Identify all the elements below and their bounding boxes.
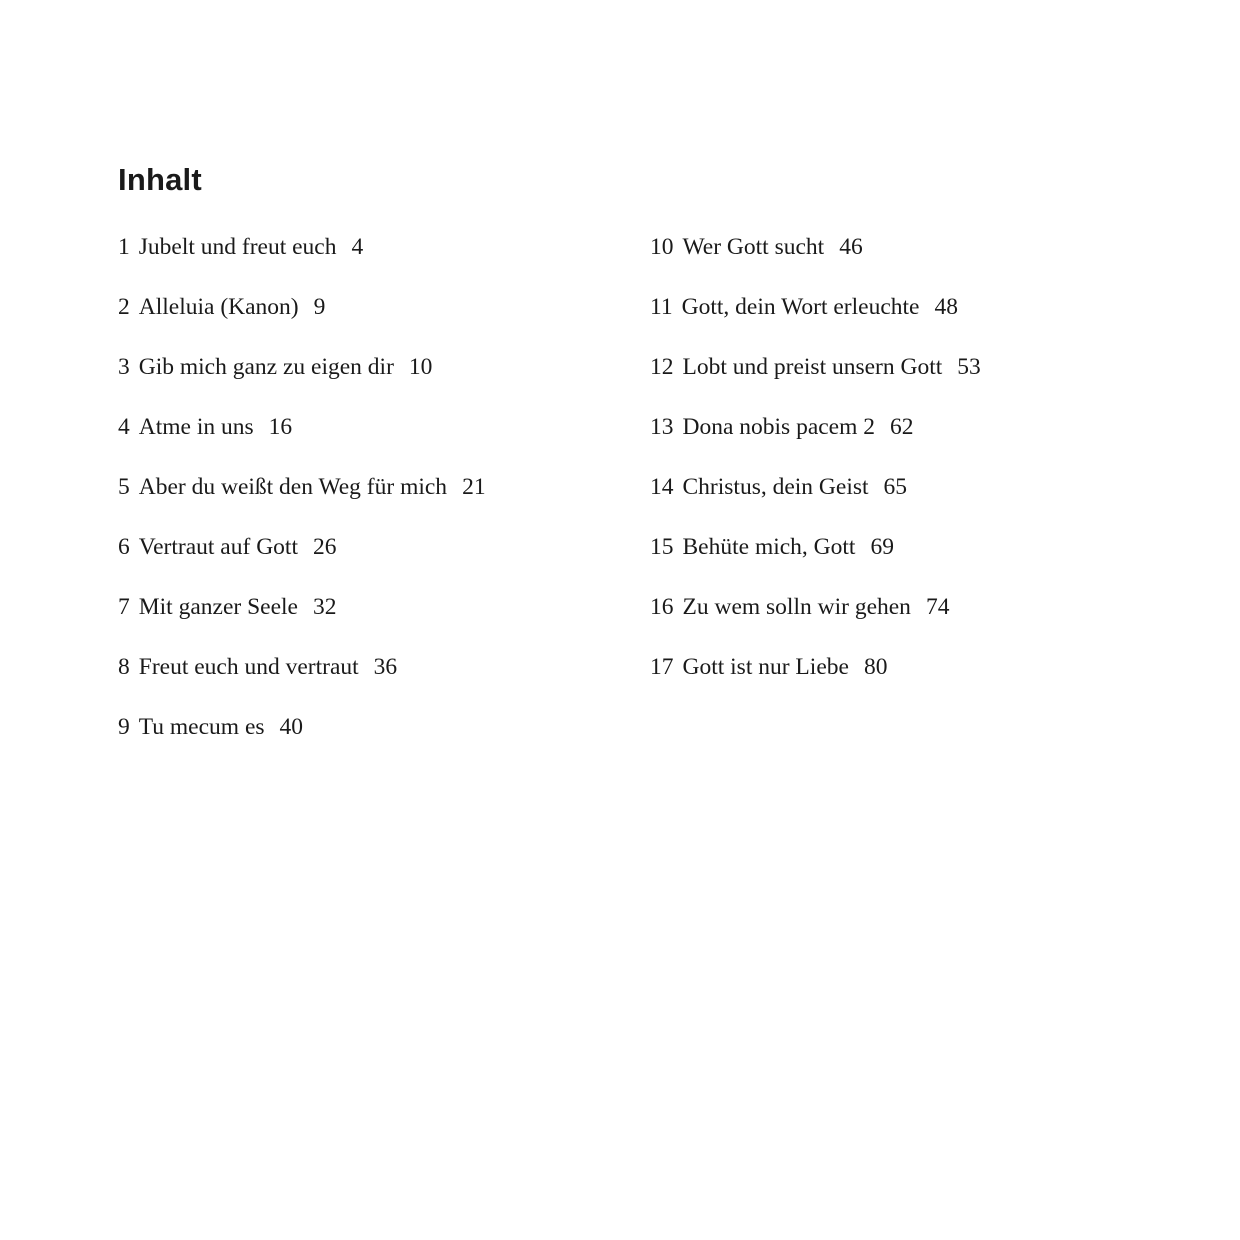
entry-title: Atme in uns [138, 414, 254, 440]
entry-page: 53 [957, 354, 981, 380]
toc-entry [650, 290, 981, 350]
entry-page: 26 [312, 534, 337, 560]
entry-title: Vertraut auf Gott [138, 534, 298, 560]
entry-title: Mit ganzer Seele [138, 594, 298, 620]
entry-number: 7 [118, 594, 130, 620]
toc-entry [118, 470, 486, 530]
toc-entry [118, 710, 486, 770]
toc-left-column [118, 230, 486, 770]
toc-entry [118, 590, 486, 650]
toc-entry [118, 410, 486, 470]
entry-title: Jubelt und freut euch [138, 234, 337, 260]
entry-number: 5 [118, 474, 130, 500]
entry-title: Freut euch und vertraut [138, 654, 359, 680]
page-title: Inhalt [118, 162, 202, 197]
entry-number: 11 [650, 294, 673, 320]
entry-number: 6 [118, 534, 130, 560]
entry-number: 2 [118, 294, 130, 320]
entry-page: 32 [312, 594, 337, 620]
entry-title: Behüte mich, Gott [682, 534, 856, 560]
entry-title: Tu mecum es [138, 714, 265, 740]
entry-page: 10 [408, 354, 433, 380]
entry-number: 12 [650, 354, 674, 380]
entry-number: 16 [650, 594, 674, 620]
entry-number: 1 [118, 234, 130, 260]
toc-entry [650, 230, 981, 290]
entry-number: 3 [118, 354, 130, 380]
entry-page: 65 [883, 474, 908, 500]
toc-entry [650, 650, 981, 710]
toc-entry [118, 230, 486, 290]
entry-page: 48 [934, 294, 958, 320]
toc-entry [650, 590, 981, 650]
entry-title: Gott, dein Wort erleuchte [681, 294, 920, 320]
toc-entry [650, 410, 981, 470]
entry-page: 80 [863, 654, 888, 680]
entry-page: 21 [462, 474, 486, 500]
toc-entry [650, 530, 981, 590]
entry-title: Dona nobis pacem 2 [682, 414, 876, 440]
entry-page: 4 [351, 234, 364, 260]
toc-entry [118, 350, 486, 410]
entry-title: Christus, dein Geist [682, 474, 869, 500]
toc-entry [118, 530, 486, 590]
entry-title: Zu wem solln wir gehen [682, 594, 911, 620]
entry-number: 10 [650, 234, 674, 260]
entry-page: 36 [373, 654, 398, 680]
toc-entry [118, 290, 486, 350]
entry-title: Aber du weißt den Weg für mich [138, 474, 448, 500]
entry-number: 17 [650, 654, 674, 680]
entry-page: 69 [870, 534, 894, 560]
toc-right-column [650, 230, 981, 710]
entry-number: 15 [650, 534, 674, 560]
entry-page: 74 [925, 594, 950, 620]
entry-number: 14 [650, 474, 674, 500]
entry-page: 16 [268, 414, 293, 440]
entry-page: 62 [890, 414, 914, 440]
entry-page: 9 [313, 294, 326, 320]
entry-title: Wer Gott sucht [682, 234, 825, 260]
entry-page: 40 [279, 714, 304, 740]
entry-title: Lobt und preist unsern Gott [682, 354, 943, 380]
entry-number: 8 [118, 654, 130, 680]
entry-title: Gott ist nur Liebe [682, 654, 849, 680]
entry-number: 4 [118, 414, 130, 440]
toc-entry [650, 470, 981, 530]
toc-entry [118, 650, 486, 710]
entry-number: 9 [118, 714, 130, 740]
entry-page: 46 [839, 234, 863, 260]
toc-entry [650, 350, 981, 410]
entry-number: 13 [650, 414, 674, 440]
entry-title: Gib mich ganz zu eigen dir [138, 354, 394, 380]
entry-title: Alleluia (Kanon) [138, 294, 299, 320]
